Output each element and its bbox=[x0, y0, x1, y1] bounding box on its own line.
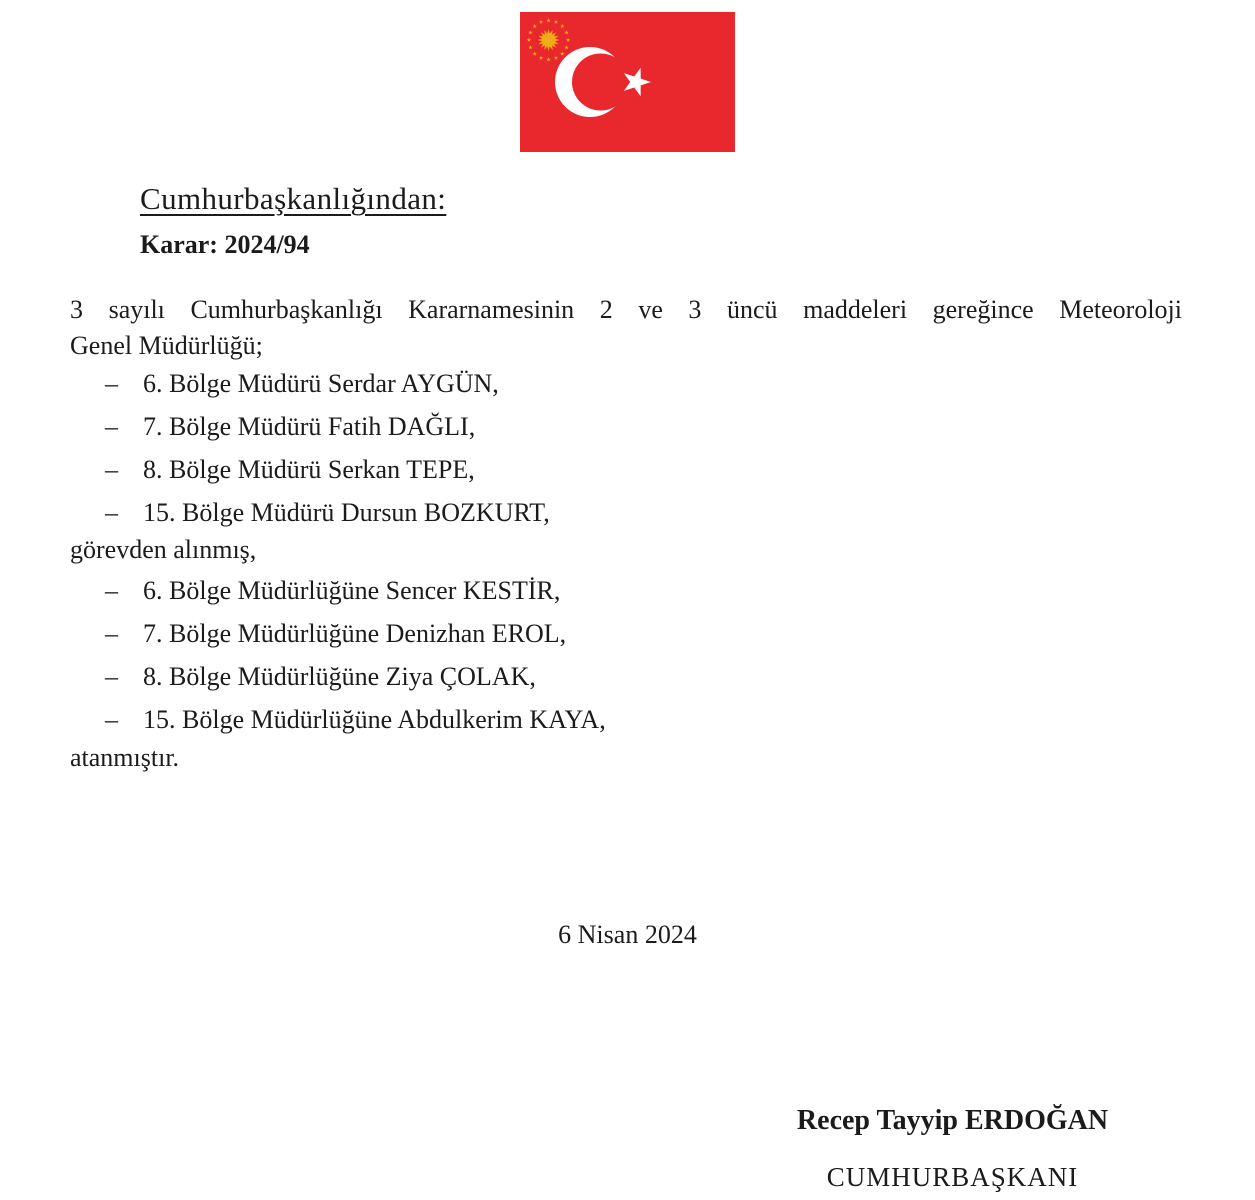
document-heading: Cumhurbaşkanlığından: bbox=[140, 181, 447, 216]
appointment-closing: atanmıştır. bbox=[70, 743, 180, 772]
dash-marker: – bbox=[105, 369, 118, 398]
appointment-item-text: 6. Bölge Müdürlüğüne Sencer KESTİR, bbox=[143, 576, 561, 605]
signature-block bbox=[640, 1104, 1255, 1194]
dash-marker: – bbox=[105, 498, 118, 527]
sun-icon bbox=[538, 29, 560, 51]
decision-number: Karar: 2024/94 bbox=[140, 230, 310, 259]
dash-marker: – bbox=[105, 705, 118, 734]
flag-graphic bbox=[520, 12, 735, 152]
dismissal-list bbox=[70, 362, 1190, 534]
appointment-item-text: 15. Bölge Müdürlüğüne Abdulkerim KAYA, bbox=[143, 705, 606, 734]
dismissal-item-text: 8. Bölge Müdürü Serkan TEPE, bbox=[143, 455, 475, 484]
dash-marker: – bbox=[105, 662, 118, 691]
dismissal-closing: görevden alınmış, bbox=[70, 535, 257, 564]
intro-paragraph bbox=[70, 292, 1182, 364]
intro-line-2: Genel Müdürlüğü; bbox=[70, 331, 263, 360]
dash-marker: – bbox=[105, 619, 118, 648]
signatory-title: CUMHURBAŞKANI bbox=[826, 1162, 1079, 1192]
appointment-item bbox=[70, 569, 1190, 612]
appointment-item bbox=[70, 655, 1190, 698]
appointment-item-text: 8. Bölge Müdürlüğüne Ziya ÇOLAK, bbox=[143, 662, 536, 691]
appointment-list bbox=[70, 569, 1190, 741]
appointment-item-text: 7. Bölge Müdürlüğüne Denizhan EROL, bbox=[143, 619, 567, 648]
dismissal-item bbox=[70, 405, 1190, 448]
signatory-name: Recep Tayyip ERDOĞAN bbox=[796, 1105, 1109, 1136]
turkish-presidential-flag bbox=[520, 12, 735, 152]
dash-marker: – bbox=[105, 412, 118, 441]
dismissal-item-text: 7. Bölge Müdürü Fatih DAĞLI, bbox=[143, 412, 476, 441]
dash-marker: – bbox=[105, 455, 118, 484]
dash-marker: – bbox=[105, 576, 118, 605]
dismissal-item bbox=[70, 448, 1190, 491]
dismissal-item-text: 6. Bölge Müdürü Serdar AYGÜN, bbox=[143, 369, 499, 398]
intro-line-1: 3 sayılı Cumhurbaşkanlığı Kararnamesinin 2 ve 3 üncü maddeleri gereğince Meteoroloji bbox=[70, 295, 1182, 324]
appointment-item bbox=[70, 698, 1190, 741]
date-line: 6 Nisan 2024 bbox=[558, 920, 697, 949]
dismissal-item bbox=[70, 362, 1190, 405]
dismissal-item-text: 15. Bölge Müdürü Dursun BOZKURT, bbox=[143, 498, 550, 527]
appointment-item bbox=[70, 612, 1190, 655]
